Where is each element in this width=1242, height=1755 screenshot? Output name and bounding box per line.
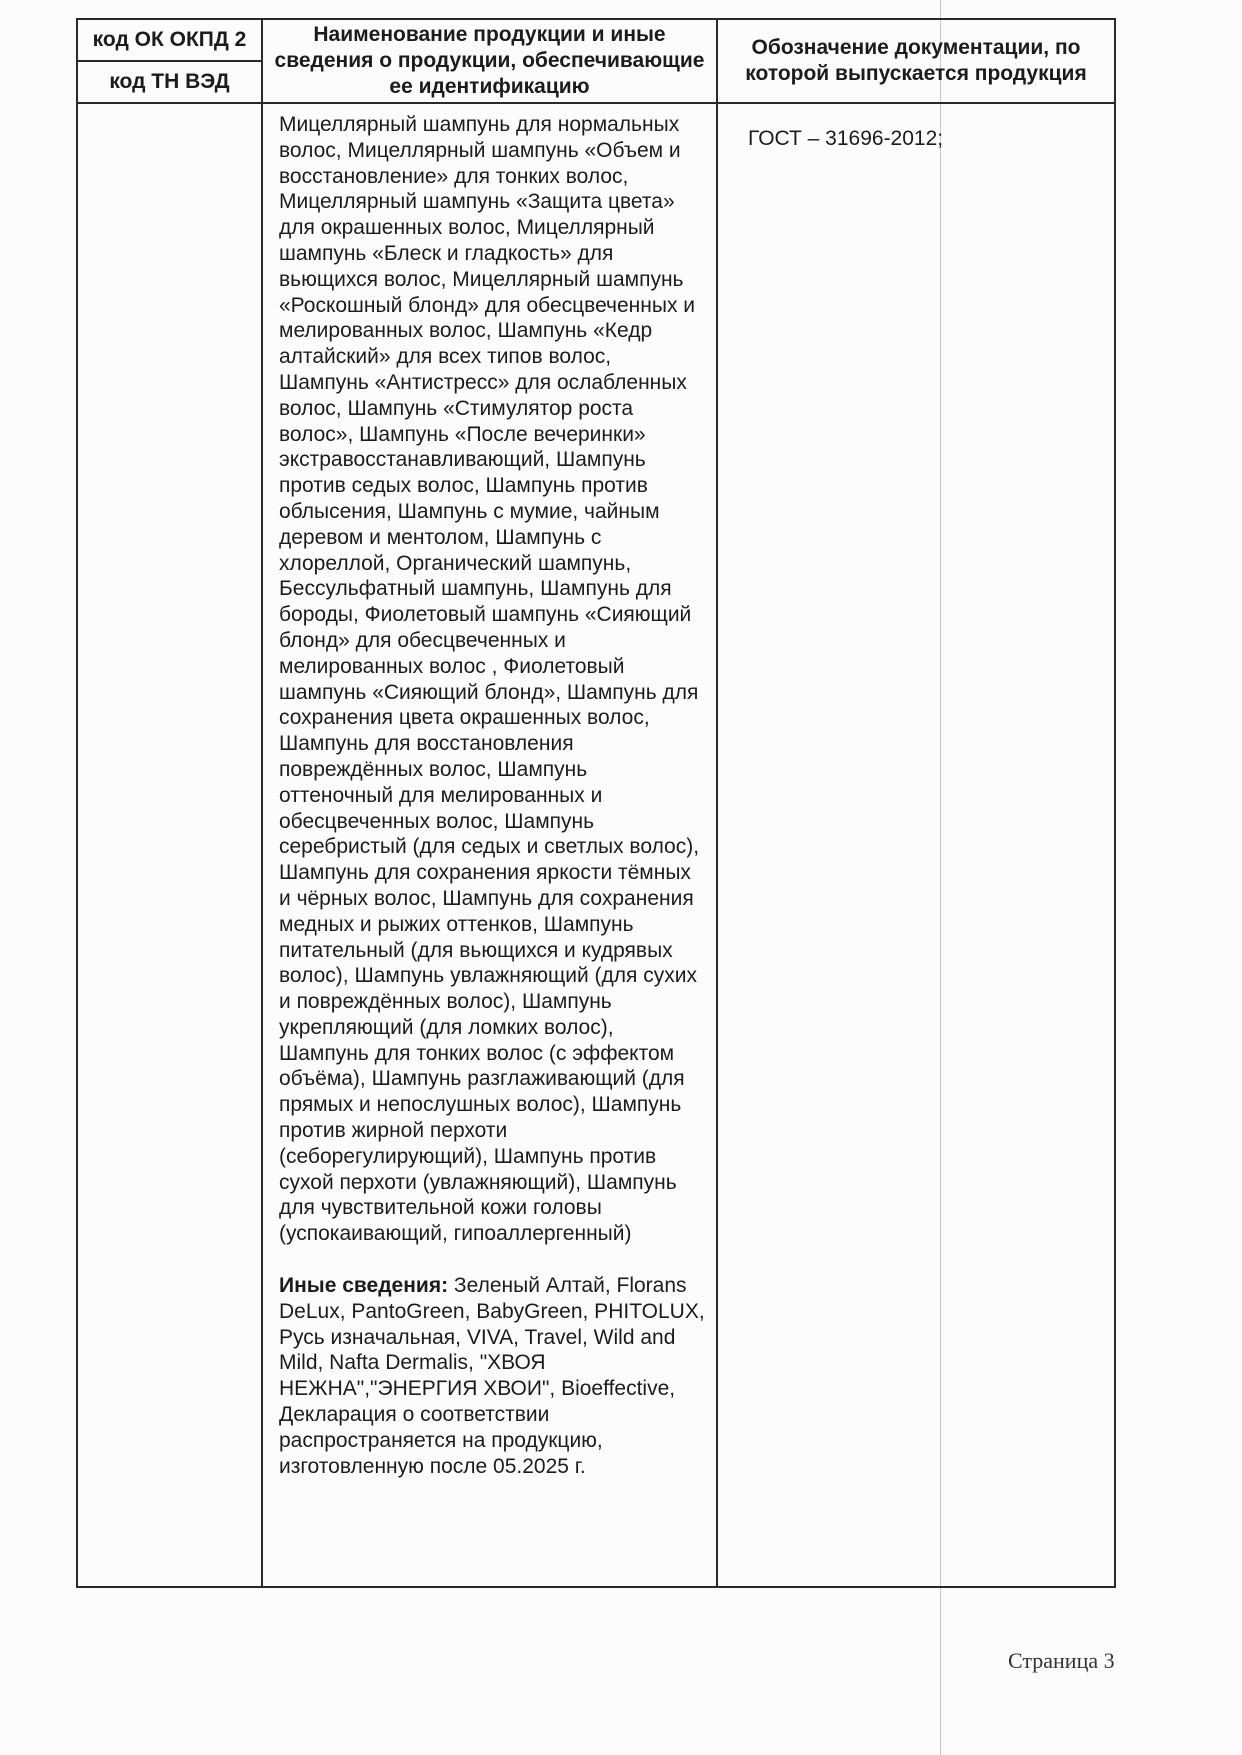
declaration-table [76,18,1116,1588]
header-tnved-code: код ТН ВЭД [77,61,262,103]
documentation-text: ГОСТ – 31696-2012; [748,127,944,150]
documentation-cell [717,103,1115,1587]
header-okpd-code: код ОК ОКПД 2 [77,19,262,61]
other-info [263,1247,716,1479]
header-product-name: Наименование продукции и иные сведения о продукции, обеспечивающие ее идентификацию [262,19,717,103]
table-row [77,103,1115,1587]
other-info-text: Зеленый Алтай, Florans DeLux, PantoGreen, BabyGreen, PHITOLUX, Русь изначальная, VIVA, Travel, Wild and Mild, Nafta Dermalis, "ХВОЯ НЕЖНА","ЭНЕРГИЯ ХВОИ", Bioeffective, Декларация о соответствии распространяется на продукцию, изготовленную после 05.2025 г. [279,1274,705,1478]
product-cell [262,103,717,1587]
product-description: Мицеллярный шампунь для нормальных волос, Мицеллярный шампунь «Объем и восстановление» для тонких волос, Мицеллярный шампунь «Защита цвета» для окрашенных волос, Мицеллярный шампунь «Блеск и гладкость» для вьющихся волос, Мицеллярный шампунь «Роскошный блонд» для обесцвеченных и мелированных волос, Шампунь «Кедр алтайский» для всех типов волос, Шампунь «Антистресс» для ослабленных волос, Шампунь «Стимулятор роста волос», Шампунь «После вечеринки» экстравосстанавливающий, Шампунь против седых волос, Шампунь против облысения, Шампунь с мумие, чайным деревом и ментолом, Шампунь с хлореллой, Органический шампунь, Бессульфатный шампунь, Шампунь для бороды, Фиолетовый шампунь «Сияющий блонд» для обесцвеченных и мелированных волос , Фиолетовый шампунь «Сияющий блонд», Шампунь для сохранения цвета окрашенных волос, Шампунь для восстановления повреждённых волос, Шампунь оттеночный для мелированных и обесцвеченных волос, Шампунь серебристый (для седых и светлых волос), Шампунь для сохранения яркости тёмных и чёрных волос, Шампунь для сохранения медных и рыжих оттенков, Шампунь питательный (для вьющихся и кудрявых волос), Шампунь увлажняющий (для сухих и повреждённых волос), Шампунь укрепляющий (для ломких волос), Шампунь для тонких волос (с эффектом объёма), Шампунь разглаживающий (для прямых и непослушных волос), Шампунь против жирной перхоти (себорегулирующий), Шампунь против сухой перхоти (увлажняющий), Шампунь для чувствительной кожи головы (успокаивающий, гипоаллергенный) [279,113,700,1246]
other-info-label: Иные сведения: [279,1274,449,1298]
table-header-row [77,19,1115,61]
codes-cell [77,103,262,1587]
page-number: Страница 3 [1008,1648,1115,1673]
header-documentation: Обозначение документации, по которой выпускается продукция [717,19,1115,103]
